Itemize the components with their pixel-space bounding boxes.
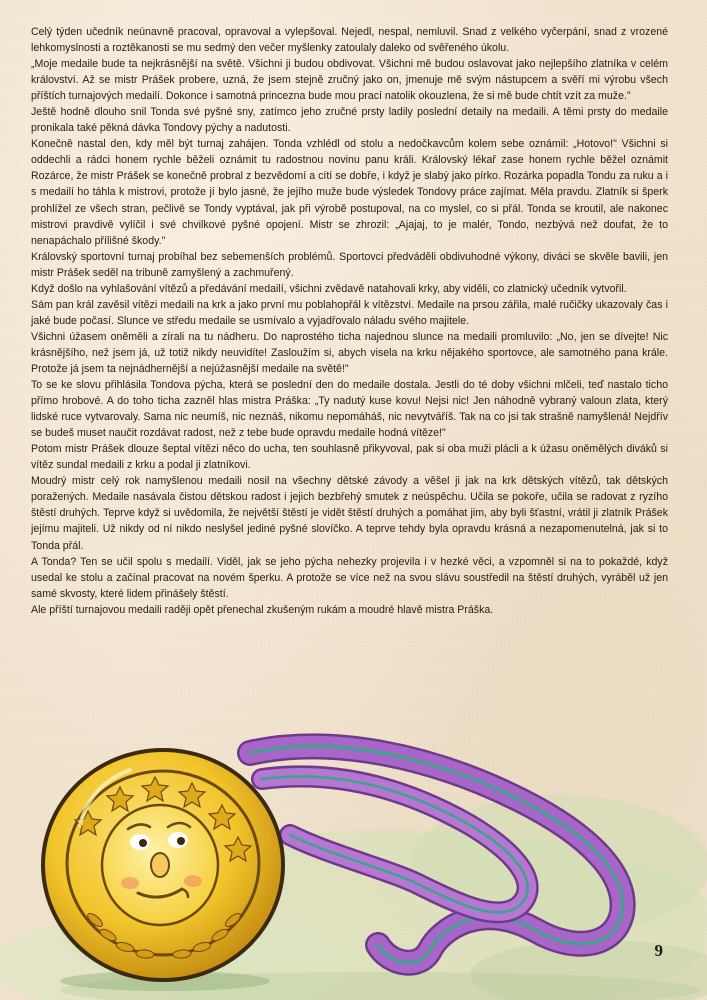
paragraph: Když došlo na vyhlašování vítězů a předávání medailí, všichni zvědavě natahovali krky, aby viděli, co zlatnický učedník vytvořil. — [31, 282, 627, 295]
paragraph: Všichni úžasem oněměli a zírali na tu nádheru. Do naprostého ticha najednou slunce na medaili promluvilo: „No, jen se dívejte! Nic krásnějšího, než jsem já, už totiž nikdy neuvidíte! Zasloužím si, abych visela na krku nějakého sportovce, ale samotného pana krále. Protože já jsem ta nejnádhernější a nejúžasnější medaile na světě!" — [31, 330, 668, 375]
paragraph: Moudrý mistr celý rok namyšlenou medaili nosil na všechny dětské závody a věšel ji jak na krk dětských vítězů, tak dětských poražených. Medaile nasávala čistou dětskou radost i jejich bezbřehý smutek z neúspěchu. Učila se pokoře, učila se radovat z ryzího štěstí druhých. Teprve když si uvědomila, že největší štěstí je vidět štěstí druhých a pomáhat jim, aby byli šťastní, vrátil ji zlatník Prášek jejímu majiteli. Už nikdy od ní nikdo neslyšel jediné pyšné slovíčko. A teprve tehdy byla opravdu krásná a nezapomenutelná, jak si to Tonda přál. — [31, 475, 668, 552]
page-number: 9 — [654, 941, 663, 960]
paragraph: Celý týden učedník neúnavně pracoval, opravoval a vylepšoval. Nejedl, nespal, nemluvil. Snad z velkého vyčerpání, snad z vrozené lehkomyslnosti a roztěkanosti se mu sedmý den večer myšlenky zatoulaly daleko od svěřeného úkolu. — [31, 26, 668, 55]
story-text — [31, 24, 668, 618]
smiling-face-icon — [102, 805, 218, 925]
paragraph: Ještě hodně dlouho snil Tonda své pyšné sny, zatímco jeho zručné prsty ladily poslední detaily na medaili. A těmi prsty do medaile pronikala také pěkná dávka Tondovy pýchy a nadutosti. — [31, 106, 668, 135]
paragraph: Potom mistr Prášek dlouze šeptal vítězi něco do ucha, ten souhlasně přikyvoval, pak si oba muži plácli a k úžasu oněmělých diváků si vítěz sundal medaili z krku a podal ji zlatníkovi. — [31, 443, 668, 472]
paragraph: Ale příští turnajovou medaili raději opět přenechal zkušeným rukám a moudré hlavě mistra Práška. — [31, 603, 494, 616]
paragraph: To se ke slovu přihlásila Tondova pýcha, která se poslední den do medaile dostala. Jestli do té doby všichni mlčeli, teď nastalo ticho přímo hrobové. A do toho ticha zazněl hlas mistra Práška: „Ty nadutý kuse kovu! Nejsi nic! Jen náhodně vybraný valoun zlata, který lidské ruce vytvarovaly. Sama nic neumíš, nic neznáš, nikomu nepomáháš, nic nevytváříš. Tak na co jsi tak strašně namyšlená! Nejdřív se budeš muset naučit rozdávat radost, než z tebe bude opravdu medaile hodná vítěze!" — [31, 379, 668, 440]
medal-illustration — [0, 715, 707, 1000]
paragraph: Konečně nastal den, kdy měl být turnaj zahájen. Tonda vzhlédl od stolu a nedočkavcům kolem sebe oznámil: „Hotovo!" Všichni si oddechli a rádci honem rychle běželi oznámit tu radostnou novinu panu králi. Královský lékař zase honem rychle běžel oznámit Rozárce, že mistr Prášek se konečně probral z bezvědomí a cítí se dobře, i když je slabý jako pírko. Rozárka popadla Tondu za ruku a i s medailí ho táhla k mistrovi, protože jí bylo jasné, že jejího muže bude výsledek Tondovy práce zajímat. Měla pravdu. Zlatník si šperk prohlížel ze všech stran, pečlivě se Tondy vyptával, jak při výrobě postupoval, na co myslel, co si přál. Tonda se kroutil, ale nakonec mistrovi pravdivě vylíčil i své chvilkové pyšné opojení. Mistr se zhrozil: „Ajajaj, to je malér, Tondo, nezbývá než doufat, že to nenapáchalo přílišné škody." — [31, 138, 668, 247]
paragraph: A Tonda? Ten se učil spolu s medailí. Viděl, jak se jeho pýcha nehezky projevila i v hezké věci, a vzpomněl si na to pokaždé, když usedal ke stolu a začínal pracovat na novém šperku. A protože se více než na svou slávu soustředil na štěstí druhých, vyráběl už jen samé skvosty, které lidem přinášely štěstí. — [31, 555, 668, 600]
paragraph: „Moje medaile bude ta nejkrásnější na světě. Všichni ji budou obdivovat. Všichni mě budou oslavovat jako nejlepšího zlatníka v celém království. Až se mistr Prášek probere, uzná, že jsem stejně zručný jako on, jmenuje mě svým nástupcem a svěří mi výrobu všech příštích turnajových medailí. Dokonce i samotná princezna bude mou prací natolik okouzlena, že si mě bude chtít vzít za muže." — [31, 58, 668, 103]
paragraph: Sám pan král zavěsil vítězi medaili na krk a jako první mu poblahopřál k vítězství. Medaile na prsou zářila, malé ručičky ukazovaly čas i jaké bude počasí. Slunce ve středu medaile se usmívalo a vyjadřovalo náladu svého majitele. — [31, 298, 668, 327]
paragraph: Královský sportovní turnaj probíhal bez sebemenších problémů. Sportovci předváděli obdivuhodné výkony, diváci se skvěle bavili, jen mistr Prášek seděl na tribuně zamyšlený a zachmuřený. — [31, 250, 668, 279]
